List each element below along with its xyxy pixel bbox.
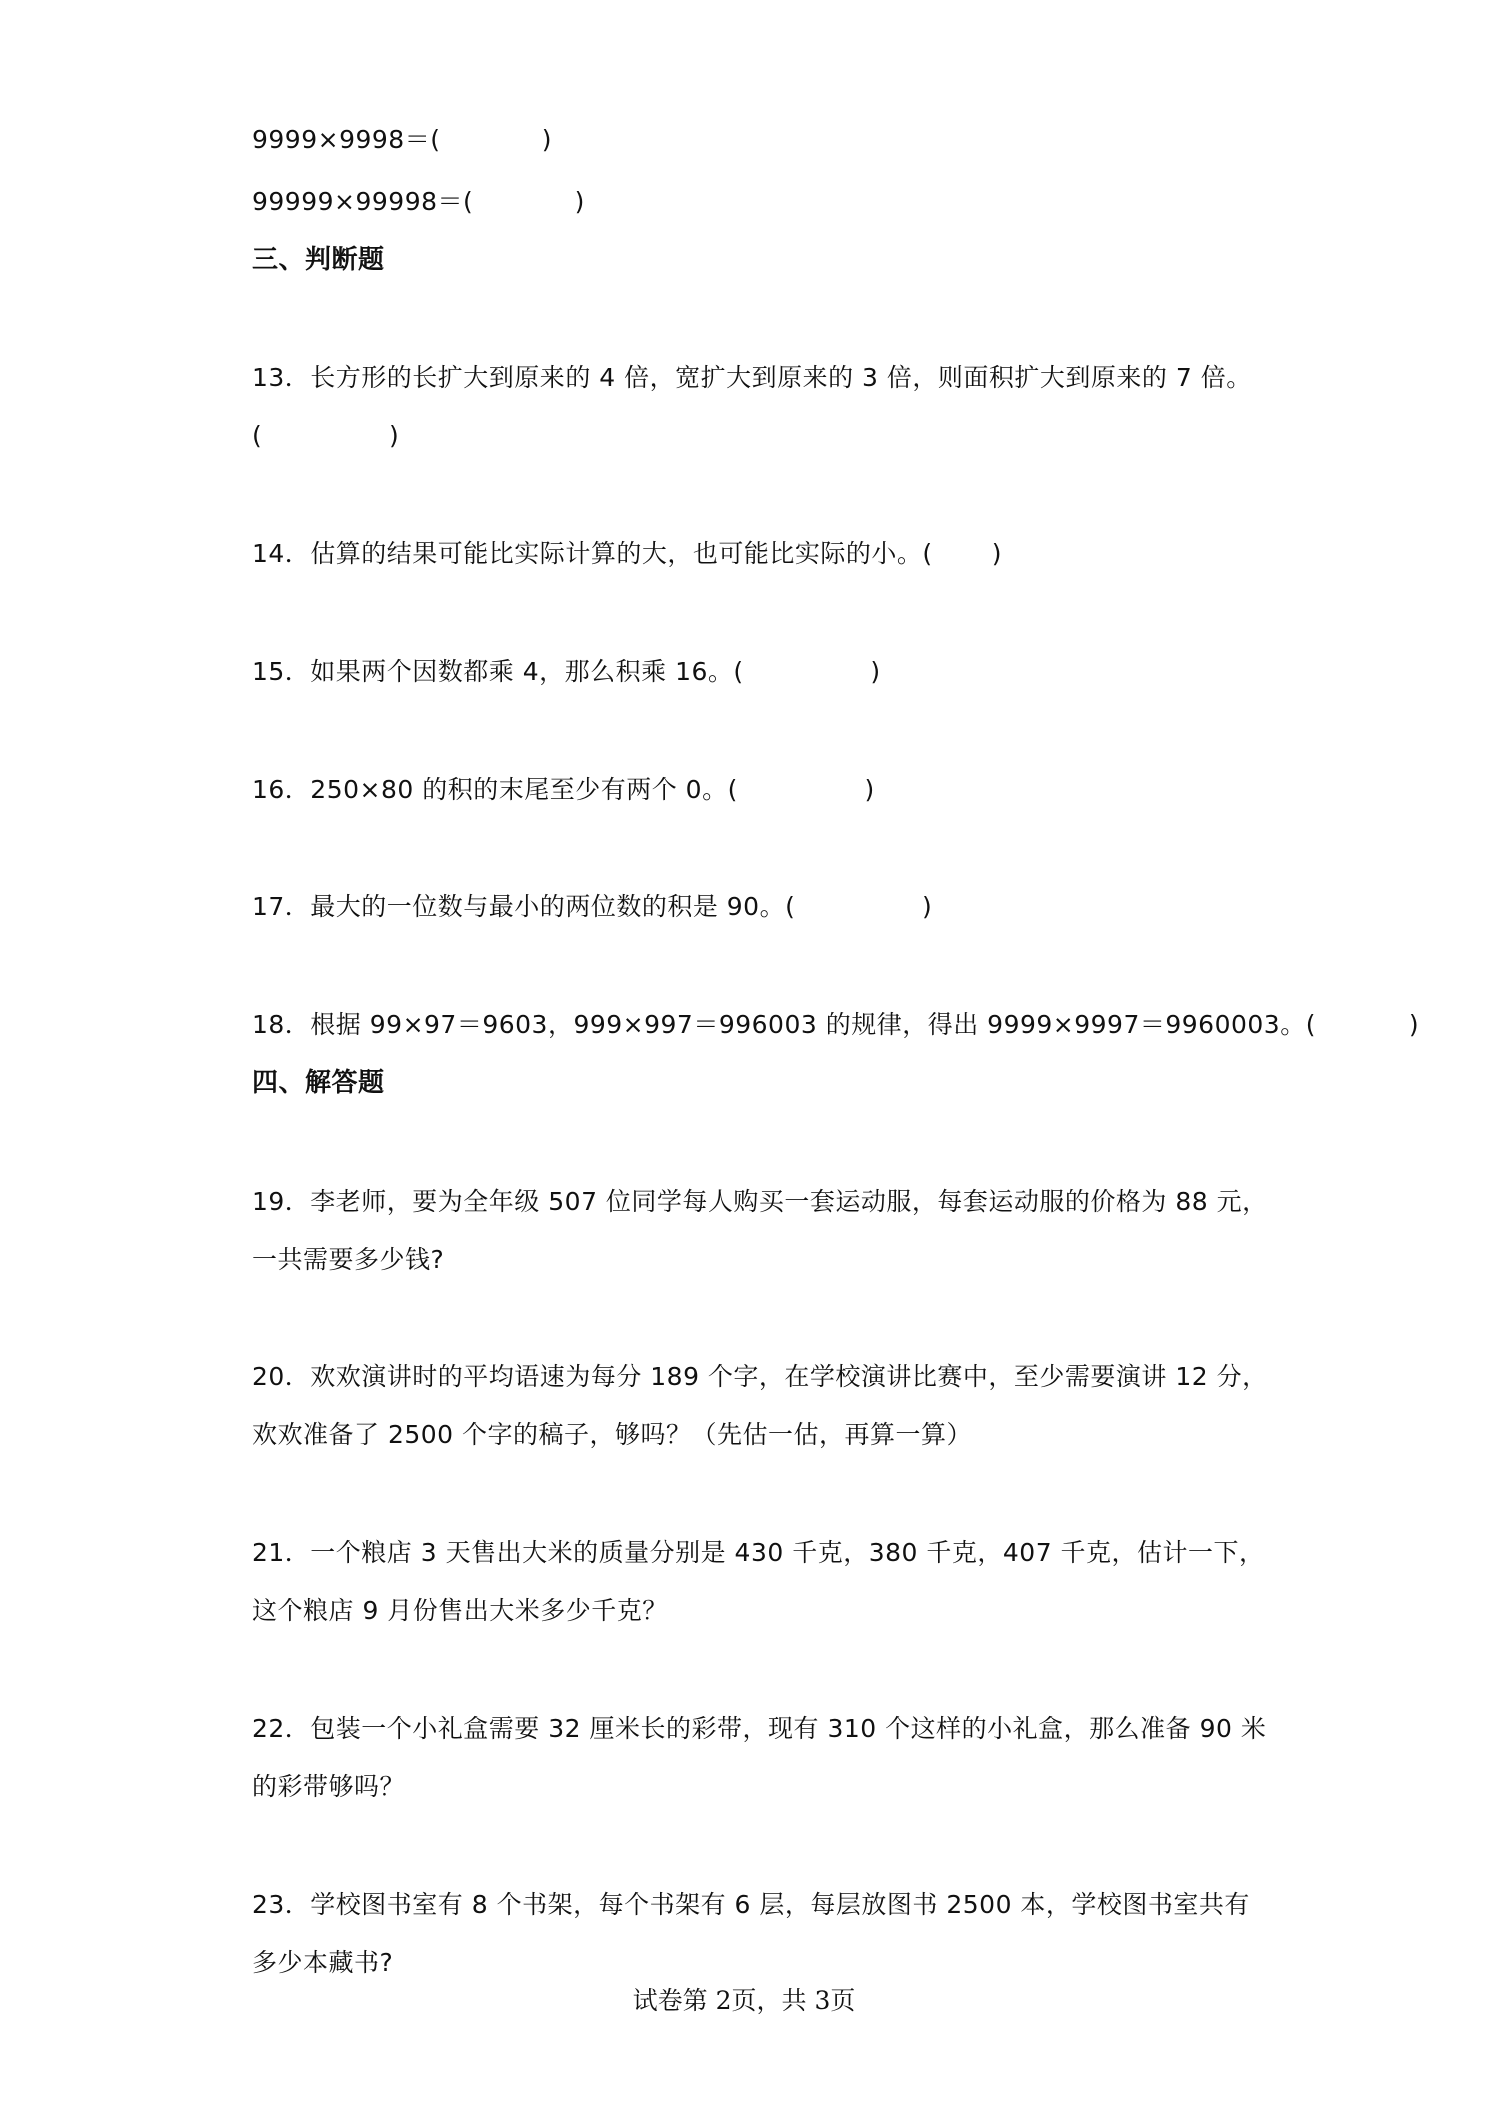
page-footer: 试卷第 2页，共 3页: [632, 1986, 856, 2015]
question-13-line1: 13．长方形的长扩大到原来的 4 倍，宽扩大到原来的 3 倍，则面积扩大到原来的 7 倍。: [252, 363, 1252, 392]
question-23-line1: 23．学校图书室有 8 个书架，每个书架有 6 层，每层放图书 2500 本，学校图书室共有: [252, 1890, 1250, 1919]
question-22-line1: 22．包装一个小礼盒需要 32 厘米长的彩带，现有 310 个这样的小礼盒，那么准备 90 米: [252, 1714, 1267, 1743]
question-13-answer-bracket: ( ): [252, 421, 400, 450]
question-15: 15．如果两个因数都乘 4，那么积乘 16。( ): [252, 657, 881, 686]
question-23-line2: 多少本藏书?: [252, 1948, 394, 1977]
question-14: 14．估算的结果可能比实际计算的大，也可能比实际的小。( ): [252, 539, 1002, 568]
question-21-line2: 这个粮店 9 月份售出大米多少千克？: [252, 1596, 668, 1625]
section-heading-answer: 四、解答题: [252, 1068, 385, 1098]
question-20-line2: 欢欢准备了 2500 个字的稿子，够吗？（先估一估，再算一算）: [252, 1420, 973, 1449]
question-22-line2: 的彩带够吗？: [252, 1772, 406, 1801]
question-17: 17．最大的一位数与最小的两位数的积是 90。( ): [252, 892, 933, 921]
calc-line-9999: 9999×9998＝( ): [252, 125, 553, 154]
question-21-line1: 21．一个粮店 3 天售出大米的质量分别是 430 千克，380 千克，407 千克，估计一下，: [252, 1538, 1265, 1567]
question-18: 18．根据 99×97＝9603，999×997＝996003 的规律，得出 9999×9997＝9960003。( ): [252, 1010, 1420, 1039]
section-heading-judgement: 三、判断题: [252, 245, 385, 275]
question-20-line1: 20．欢欢演讲时的平均语速为每分 189 个字，在学校演讲比赛中，至少需要演讲 12 分，: [252, 1362, 1268, 1391]
calc-line-99999: 99999×99998＝( ): [252, 187, 585, 216]
question-19-line1: 19．李老师，要为全年级 507 位同学每人购买一套运动服，每套运动服的价格为 88 元，: [252, 1187, 1268, 1216]
question-16: 16．250×80 的积的末尾至少有两个 0。( ): [252, 775, 875, 804]
question-19-line2: 一共需要多少钱?: [252, 1245, 445, 1274]
